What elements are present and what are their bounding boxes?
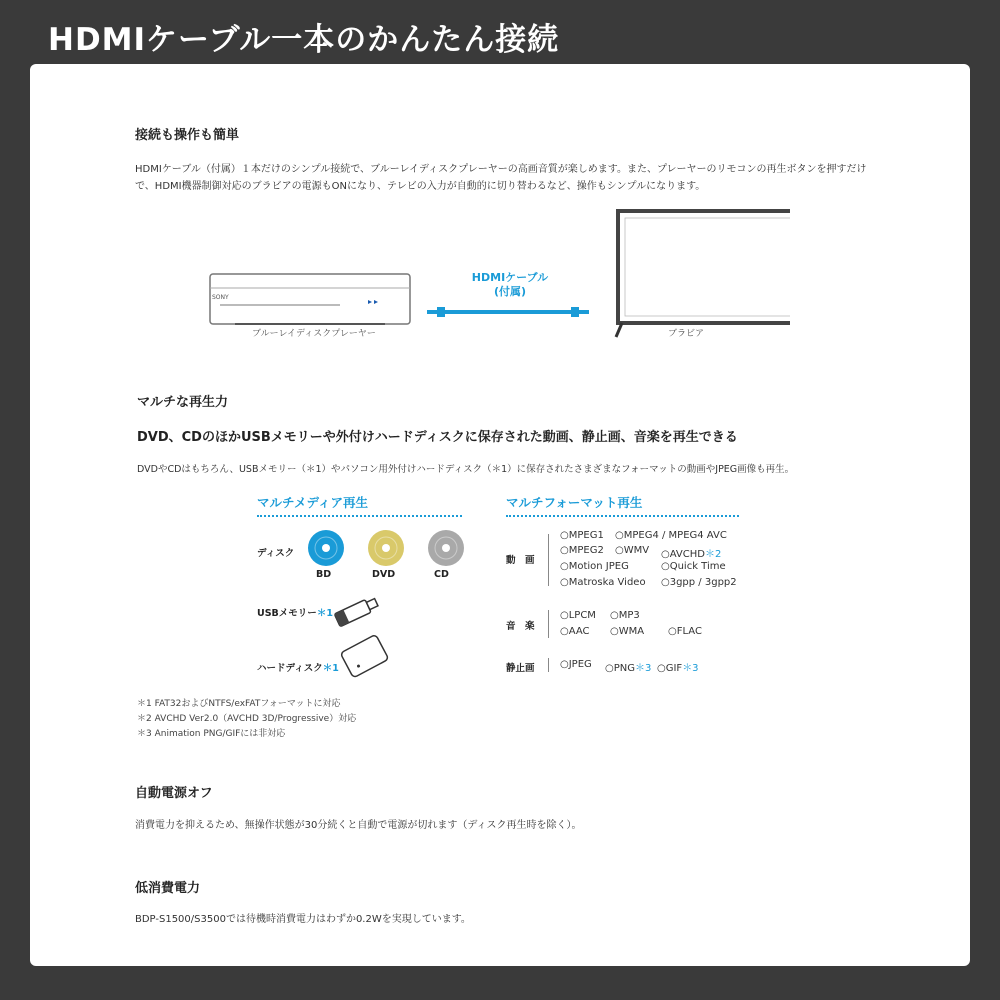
section-easy-title: 接続も操作も簡単 — [135, 128, 240, 143]
gif-note: ＊3 — [682, 663, 699, 674]
cable-label — [450, 271, 570, 299]
player-logo: SONY — [212, 294, 229, 301]
multimedia-divider — [257, 515, 462, 517]
disc-label: ディスク — [257, 548, 295, 559]
footnote-1: ＊1 FAT32およびNTFS/exFATフォーマットに対応 — [137, 699, 341, 709]
avchd-note: ＊2 — [704, 549, 722, 560]
video-format-motion-jpeg: ○Motion JPEG — [560, 561, 629, 572]
music-divider — [548, 610, 549, 638]
bluray-player-illustration — [210, 274, 410, 324]
usb-note: ＊1 — [316, 608, 333, 619]
multiformat-title: マルチフォーマット再生 — [506, 495, 643, 510]
player-label: ブルーレイディスクプレーヤー — [252, 329, 376, 339]
video-format-3gpp: ○3gpp / 3gpp2 — [661, 577, 737, 588]
still-format-gif-text: ○GIF — [657, 663, 683, 674]
tv-label: ブラビア — [668, 329, 705, 339]
disc-name-bd: BD — [316, 569, 332, 580]
video-format-mpeg4: ○MPEG4 / MPEG4 AVC — [615, 530, 727, 541]
video-format-matroska: ○Matroska Video — [560, 577, 646, 588]
cd-disc-icon — [428, 530, 464, 566]
still-format-jpeg: ○JPEG — [560, 659, 592, 670]
section-easy-text-2: で、HDMI機器制御対応のブラビアの電源もONになり、テレビの入力が自動的に切り替わるなど、操作もシンプルになります。 — [135, 181, 706, 192]
hdd-note: ＊1 — [322, 663, 339, 674]
hdd-label-text: ハードディスク — [257, 663, 323, 674]
hdmi-cable-illustration — [427, 307, 589, 317]
usb-label-text: USBメモリー — [257, 608, 317, 619]
section-multi-text: DVDやCDはもちろん、USBメモリー（＊1）やパソコン用外付けハードディスク（＊1）に保存されたさまざまなフォーマットの動画やJPEG画像も再生。 — [137, 464, 795, 475]
still-label: 静止画 — [506, 663, 535, 674]
video-format-avchd-text: ○AVCHD — [661, 549, 705, 560]
section-auto-off-text: 消費電力を抑えるため、無操作状態が30分続くと自動で電源が切れます（ディスク再生時を除く）。 — [135, 820, 582, 831]
disc-name-cd: CD — [434, 569, 449, 580]
music-format-flac: ○FLAC — [668, 626, 702, 637]
section-multi-subtitle: DVD、CDのほかUSBメモリーや外付けハードディスクに保存された動画、静止画、音楽を再生できる — [137, 430, 738, 445]
still-divider — [548, 658, 549, 672]
usb-label — [257, 605, 333, 619]
music-format-lpcm: ○LPCM — [560, 610, 596, 621]
video-format-mpeg1: ○MPEG1 — [560, 530, 604, 541]
section-easy-text-1: HDMIケーブル（付属）１本だけのシンプル接続で、ブルーレイディスクプレーヤーの高画音質が楽しめます。また、プレーヤーのリモコンの再生ボタンを押すだけ — [135, 164, 867, 175]
banner-title: HDMIケーブル一本のかんたん接続 — [48, 22, 560, 58]
video-divider — [548, 534, 549, 586]
video-label: 動 画 — [506, 555, 535, 566]
still-format-png-text: ○PNG — [605, 663, 635, 674]
hard-disk-icon — [335, 632, 395, 682]
hdd-label — [257, 660, 339, 674]
still-format-png — [605, 659, 651, 674]
video-format-avchd — [661, 545, 721, 560]
footnote-3: ＊3 Animation PNG/GIFには非対応 — [137, 729, 286, 739]
section-multi-title: マルチな再生力 — [137, 395, 229, 410]
disc-icons — [306, 528, 476, 568]
multiformat-divider — [506, 515, 739, 517]
video-format-quicktime: ○Quick Time — [661, 561, 726, 572]
png-note: ＊3 — [635, 663, 652, 674]
cable-label-line2: (付属) — [493, 285, 527, 298]
bravia-tv-illustration — [616, 211, 790, 337]
music-format-aac: ○AAC — [560, 626, 590, 637]
music-format-wma: ○WMA — [610, 626, 645, 637]
bd-disc-icon — [308, 530, 344, 566]
footnote-2: ＊2 AVCHD Ver2.0（AVCHD 3D/Progressive）対応 — [137, 714, 357, 724]
video-format-wmv: ○WMV — [615, 545, 650, 556]
section-auto-off-title: 自動電源オフ — [135, 786, 213, 801]
disc-name-dvd: DVD — [372, 569, 396, 580]
dvd-disc-icon — [368, 530, 404, 566]
multimedia-title: マルチメディア再生 — [257, 495, 369, 510]
video-format-mpeg2: ○MPEG2 — [560, 545, 604, 556]
usb-memory-icon — [325, 591, 385, 631]
cable-label-line1: HDMIケーブル — [471, 271, 549, 284]
section-low-power-title: 低消費電力 — [135, 881, 201, 896]
music-label: 音 楽 — [506, 621, 535, 632]
section-low-power-text: BDP-S1500/S3500では待機時消費電力はわずか0.2Wを実現しています。 — [135, 914, 471, 925]
still-format-gif — [657, 659, 699, 674]
music-format-mp3: ○MP3 — [610, 610, 640, 621]
tv-logo: SONY — [699, 317, 713, 323]
content-card — [30, 64, 970, 966]
